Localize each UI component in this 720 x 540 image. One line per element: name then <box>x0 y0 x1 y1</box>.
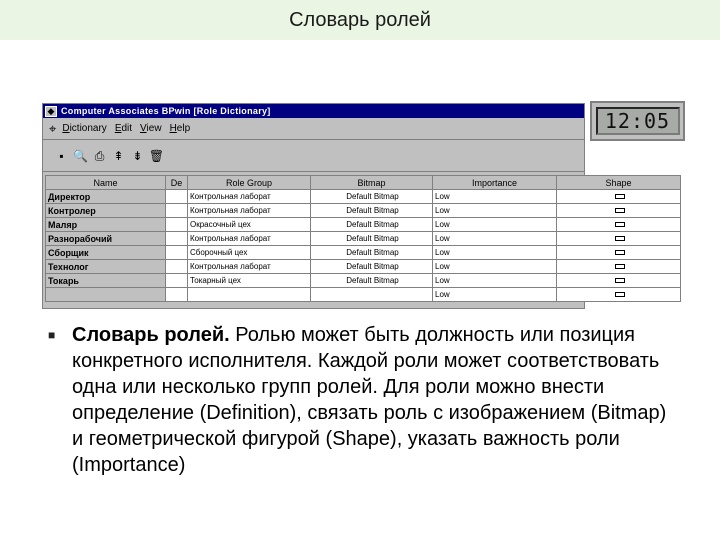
slide-body <box>48 322 678 478</box>
document-system-icon[interactable]: ⌖ <box>49 121 57 136</box>
export-icon[interactable]: ⇟ <box>132 148 143 163</box>
role-shape-cell[interactable] <box>557 232 681 246</box>
rectangle-shape-icon <box>615 236 625 241</box>
window-system-icon[interactable]: ◆ <box>45 106 57 117</box>
role-shape-cell[interactable] <box>557 190 681 204</box>
role-bitmap-cell[interactable]: Default Bitmap <box>311 246 433 260</box>
role-name-cell[interactable]: Разнорабочий <box>46 232 166 246</box>
column-header-role-group[interactable]: Role Group <box>188 176 311 190</box>
role-definition-cell[interactable] <box>166 274 188 288</box>
window-titlebar <box>43 104 584 118</box>
role-shape-cell[interactable] <box>557 218 681 232</box>
window-title: Computer Associates BPwin [Role Dictionary] <box>61 106 271 116</box>
rectangle-shape-icon <box>615 264 625 269</box>
rectangle-shape-icon <box>615 208 625 213</box>
table-row[interactable] <box>46 218 681 232</box>
role-importance-cell[interactable]: Low <box>433 274 557 288</box>
role-shape-cell[interactable] <box>557 260 681 274</box>
role-name-cell[interactable]: Технолог <box>46 260 166 274</box>
slide-header <box>0 0 720 40</box>
rectangle-shape-icon <box>615 194 625 199</box>
table-row[interactable] <box>46 274 681 288</box>
role-definition-cell[interactable] <box>166 246 188 260</box>
table-row[interactable] <box>46 246 681 260</box>
role-bitmap-cell[interactable] <box>311 288 433 302</box>
role-importance-cell[interactable]: Low <box>433 246 557 260</box>
role-definition-cell[interactable] <box>166 204 188 218</box>
role-group-cell[interactable] <box>188 288 311 302</box>
menu-help[interactable]: Help <box>169 123 191 134</box>
rectangle-shape-icon <box>615 292 625 297</box>
table-row[interactable] <box>46 260 681 274</box>
square-bullet-icon: ■ <box>48 328 56 342</box>
table-row[interactable] <box>46 232 681 246</box>
role-name-cell[interactable]: Токарь <box>46 274 166 288</box>
role-name-cell[interactable] <box>46 288 166 302</box>
role-definition-cell[interactable] <box>166 260 188 274</box>
role-bitmap-cell[interactable]: Default Bitmap <box>311 232 433 246</box>
import-icon[interactable]: ⇞ <box>113 148 124 163</box>
menu-bar <box>43 118 584 140</box>
role-shape-cell[interactable] <box>557 246 681 260</box>
body-text: Ролью может быть должность или позиция конкретного исполнителя. Каждой роли может соответствовать одна или несколько групп ролей. Для роли можно внести определение (Definition), связать роль с изображением (Bitmap) и геометрической фигурой (Shape), указать важность роли (Importance) <box>72 324 667 476</box>
table-row[interactable] <box>46 288 681 302</box>
role-group-cell[interactable]: Окрасочный цех <box>188 218 311 232</box>
role-bitmap-cell[interactable]: Default Bitmap <box>311 218 433 232</box>
role-importance-cell[interactable]: Low <box>433 260 557 274</box>
role-bitmap-cell[interactable]: Default Bitmap <box>311 204 433 218</box>
role-importance-cell[interactable]: Low <box>433 204 557 218</box>
role-group-cell[interactable]: Токарный цех <box>188 274 311 288</box>
column-header-name[interactable]: Name <box>46 176 166 190</box>
role-group-cell[interactable]: Сборочный цех <box>188 246 311 260</box>
role-definition-cell[interactable] <box>166 190 188 204</box>
role-importance-cell[interactable]: Low <box>433 232 557 246</box>
clock-time: 12:05 <box>596 107 680 135</box>
role-grid <box>45 175 680 302</box>
menu-dictionary[interactable]: Dictionary <box>62 123 107 134</box>
role-importance-cell[interactable]: Low <box>433 218 557 232</box>
role-definition-cell[interactable] <box>166 288 188 302</box>
toolbar <box>43 140 584 172</box>
role-importance-cell[interactable]: Low <box>433 190 557 204</box>
role-name-cell[interactable]: Контролер <box>46 204 166 218</box>
slide-title: Словарь ролей <box>289 8 431 31</box>
delete-icon[interactable]: 🗑 <box>148 148 165 163</box>
role-group-cell[interactable]: Контрольная лаборат <box>188 190 311 204</box>
role-shape-cell[interactable] <box>557 288 681 302</box>
rectangle-shape-icon <box>615 278 625 283</box>
role-shape-cell[interactable] <box>557 274 681 288</box>
menu-edit[interactable]: Edit <box>114 123 133 134</box>
role-name-cell[interactable]: Маляр <box>46 218 166 232</box>
table-row[interactable] <box>46 190 681 204</box>
rectangle-shape-icon <box>615 222 625 227</box>
body-lead: Словарь ролей. <box>72 324 230 346</box>
rectangle-shape-icon <box>615 250 625 255</box>
role-name-cell[interactable]: Директор <box>46 190 166 204</box>
preview-icon[interactable]: 🔍 <box>73 148 88 163</box>
table-row[interactable] <box>46 204 681 218</box>
body-paragraph <box>48 322 678 478</box>
column-header-importance[interactable]: Importance <box>433 176 557 190</box>
bpwin-window <box>42 103 632 309</box>
column-header-shape[interactable]: Shape <box>557 176 681 190</box>
print-icon[interactable]: ⎙ <box>94 148 105 163</box>
role-importance-cell[interactable]: Low <box>433 288 557 302</box>
role-group-cell[interactable]: Контрольная лаборат <box>188 204 311 218</box>
role-group-cell[interactable]: Контрольная лаборат <box>188 232 311 246</box>
menu-view[interactable]: View <box>140 123 162 134</box>
role-bitmap-cell[interactable]: Default Bitmap <box>311 274 433 288</box>
column-header-definition[interactable]: De <box>166 176 188 190</box>
role-shape-cell[interactable] <box>557 204 681 218</box>
role-bitmap-cell[interactable]: Default Bitmap <box>311 260 433 274</box>
clock-widget <box>590 101 685 141</box>
role-name-cell[interactable]: Сборщик <box>46 246 166 260</box>
column-header-bitmap[interactable]: Bitmap <box>311 176 433 190</box>
role-definition-cell[interactable] <box>166 232 188 246</box>
role-group-cell[interactable]: Контрольная лаборат <box>188 260 311 274</box>
role-bitmap-cell[interactable]: Default Bitmap <box>311 190 433 204</box>
role-definition-cell[interactable] <box>166 218 188 232</box>
save-icon[interactable]: ▪ <box>59 148 64 163</box>
